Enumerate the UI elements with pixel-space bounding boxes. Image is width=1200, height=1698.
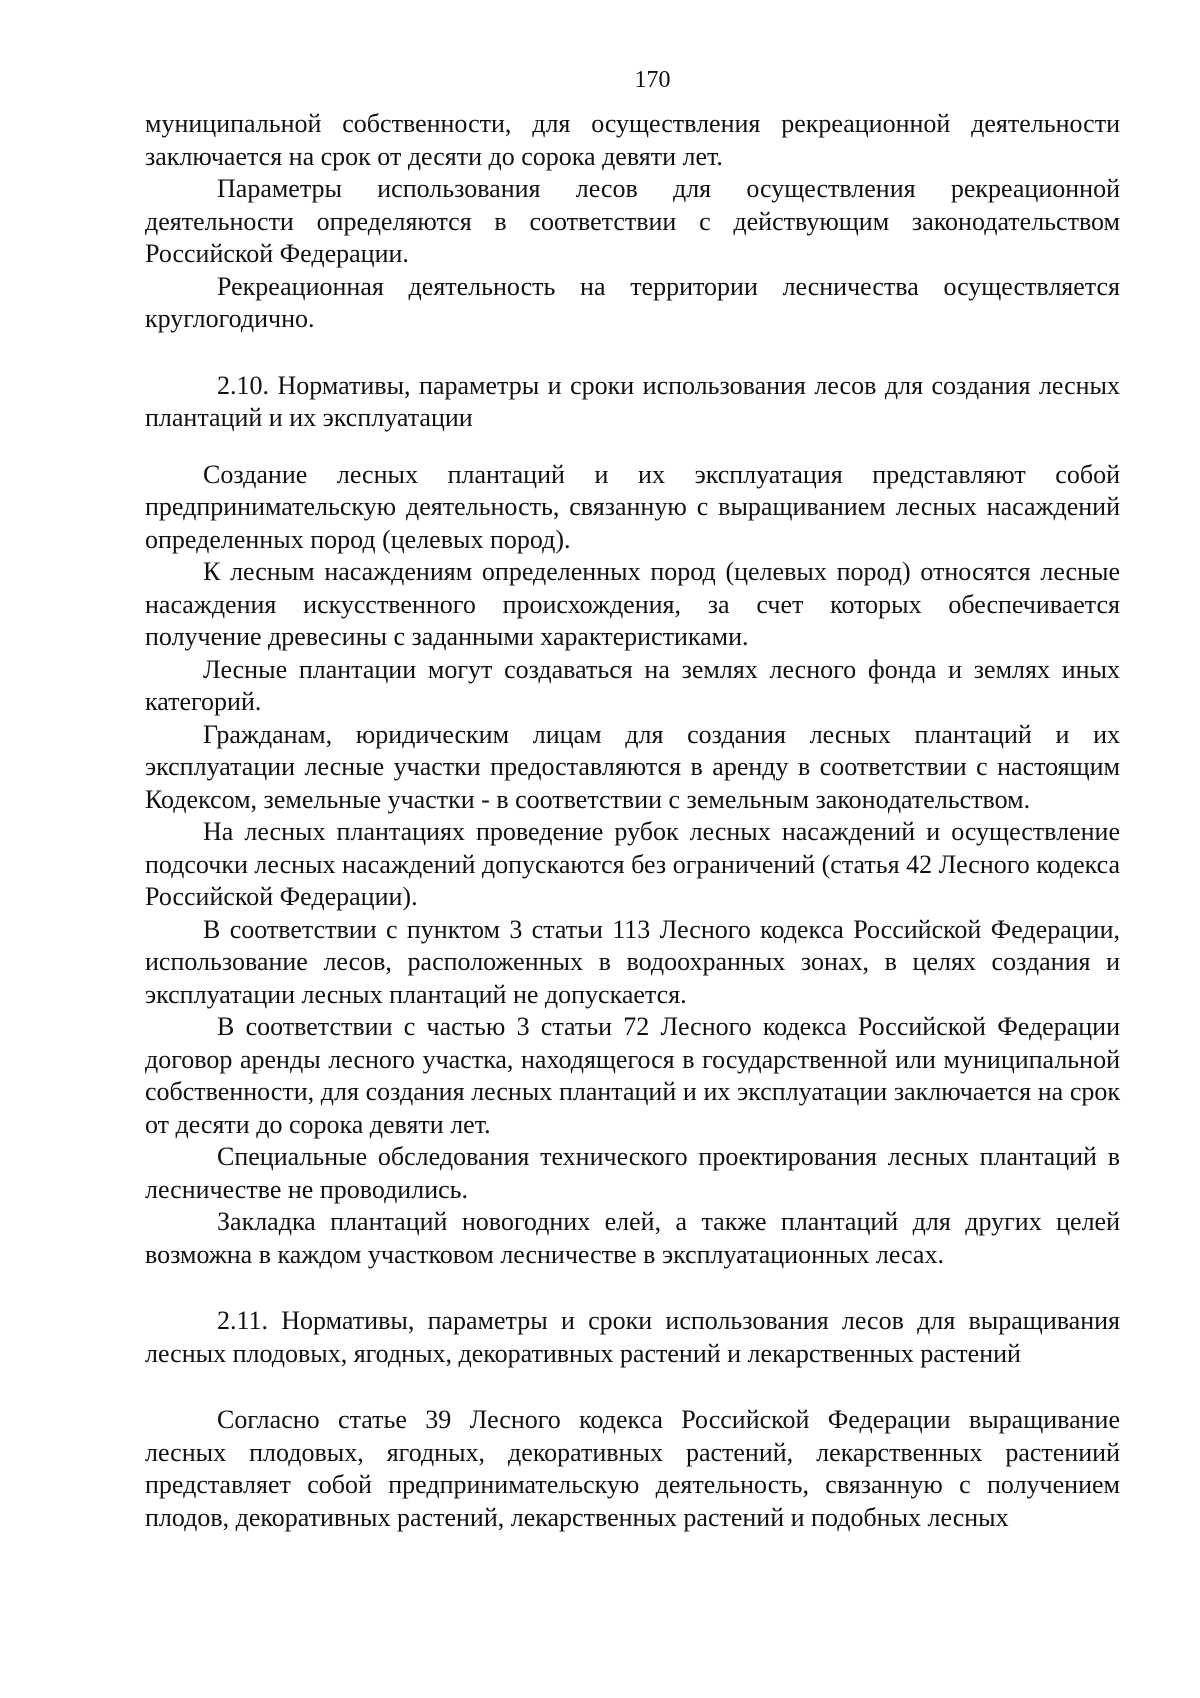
paragraph-felling: На лесных плантациях проведение рубок лесных насаждений и осуществление подсочки лесных насаждений допускаются без ограничений (статья 42 Лесного кодекса Российской Федерации). xyxy=(145,817,1120,911)
paragraph-article-39: Согласно статье 39 Лесного кодекса Российской Федерации выращивание лесных плодовых, ягодных, декоративных растений, лекарственных растениий представляет собой предпринимательскую деятельность, связанную с получением плодов, декоративных растений, лекарственных растений и подобных лесных xyxy=(145,1405,1120,1532)
paragraph-lease-term: В соответствии с частью 3 статьи 72 Лесного кодекса Российской Федерации договор аренды лесного участка, находящегося в государственной или муниципальной собственности, для создания лесных плантаций и их эксплуатации заключается на срок от десяти до сорока девяти лет. xyxy=(145,1012,1120,1139)
paragraph-recreation-season: Рекреационная деятельность на территории лесничества осуществляется круглогодично. xyxy=(145,271,1120,333)
paragraph-plantation-lands: Лесные плантации могут создаваться на землях лесного фонда и землях иных категорий. xyxy=(145,654,1120,716)
paragraph-target-species: К лесным насаждениям определенных пород (целевых пород) относятся лесные насаждения искусственного происхождения, за счет которых обеспечивается получение древесины с заданными характеристиками. xyxy=(145,557,1120,651)
paragraph-continuation: муниципальной собственности, для осуществления рекреационной деятельности заключается на срок от десяти до сорока девяти лет. xyxy=(145,109,1120,171)
section-heading-2-11: 2.11. Нормативы, параметры и сроки использования лесов для выращивания лесных плодовых, ягодных, декоративных растений и лекарственных растений xyxy=(145,1306,1120,1368)
paragraph-lease: Гражданам, юридическим лицам для создания лесных плантаций и их эксплуатации лесные участки предоставляются в аренду в соответствии с настоящим Кодексом, земельные участки - в соответствии с земельным законодательством. xyxy=(145,719,1120,814)
paragraph-christmas-trees: Закладка плантаций новогодних елей, а также плантаций для других целей возможна в каждом участковом лесничестве в эксплуатационных лесах. xyxy=(145,1207,1120,1269)
paragraph-water-zones: В соответствии с пунктом 3 статьи 113 Лесного кодекса Российской Федерации, использование лесов, расположенных в водоохранных зонах, в целях создания и эксплуатации лесных плантаций не допускается. xyxy=(145,914,1120,1009)
paragraph-plantations-definition: Создание лесных плантаций и их эксплуатация представляют собой предпринимательскую деятельность, связанную с выращиванием лесных насаждений определенных пород (целевых пород). xyxy=(145,459,1120,554)
paragraph-recreation-parameters: Параметры использования лесов для осуществления рекреационной деятельности определяются в соответствии с действующим законодательством Российской Федерации. xyxy=(145,174,1120,268)
document-page xyxy=(145,62,1120,1534)
section-heading-2-10: 2.10. Нормативы, параметры и сроки использования лесов для создания лесных плантаций и их эксплуатации xyxy=(145,370,1120,432)
paragraph-surveys: Специальные обследования технического проектирования лесных плантаций в лесничестве не проводились. xyxy=(145,1142,1120,1204)
page-number: 170 xyxy=(634,67,671,93)
